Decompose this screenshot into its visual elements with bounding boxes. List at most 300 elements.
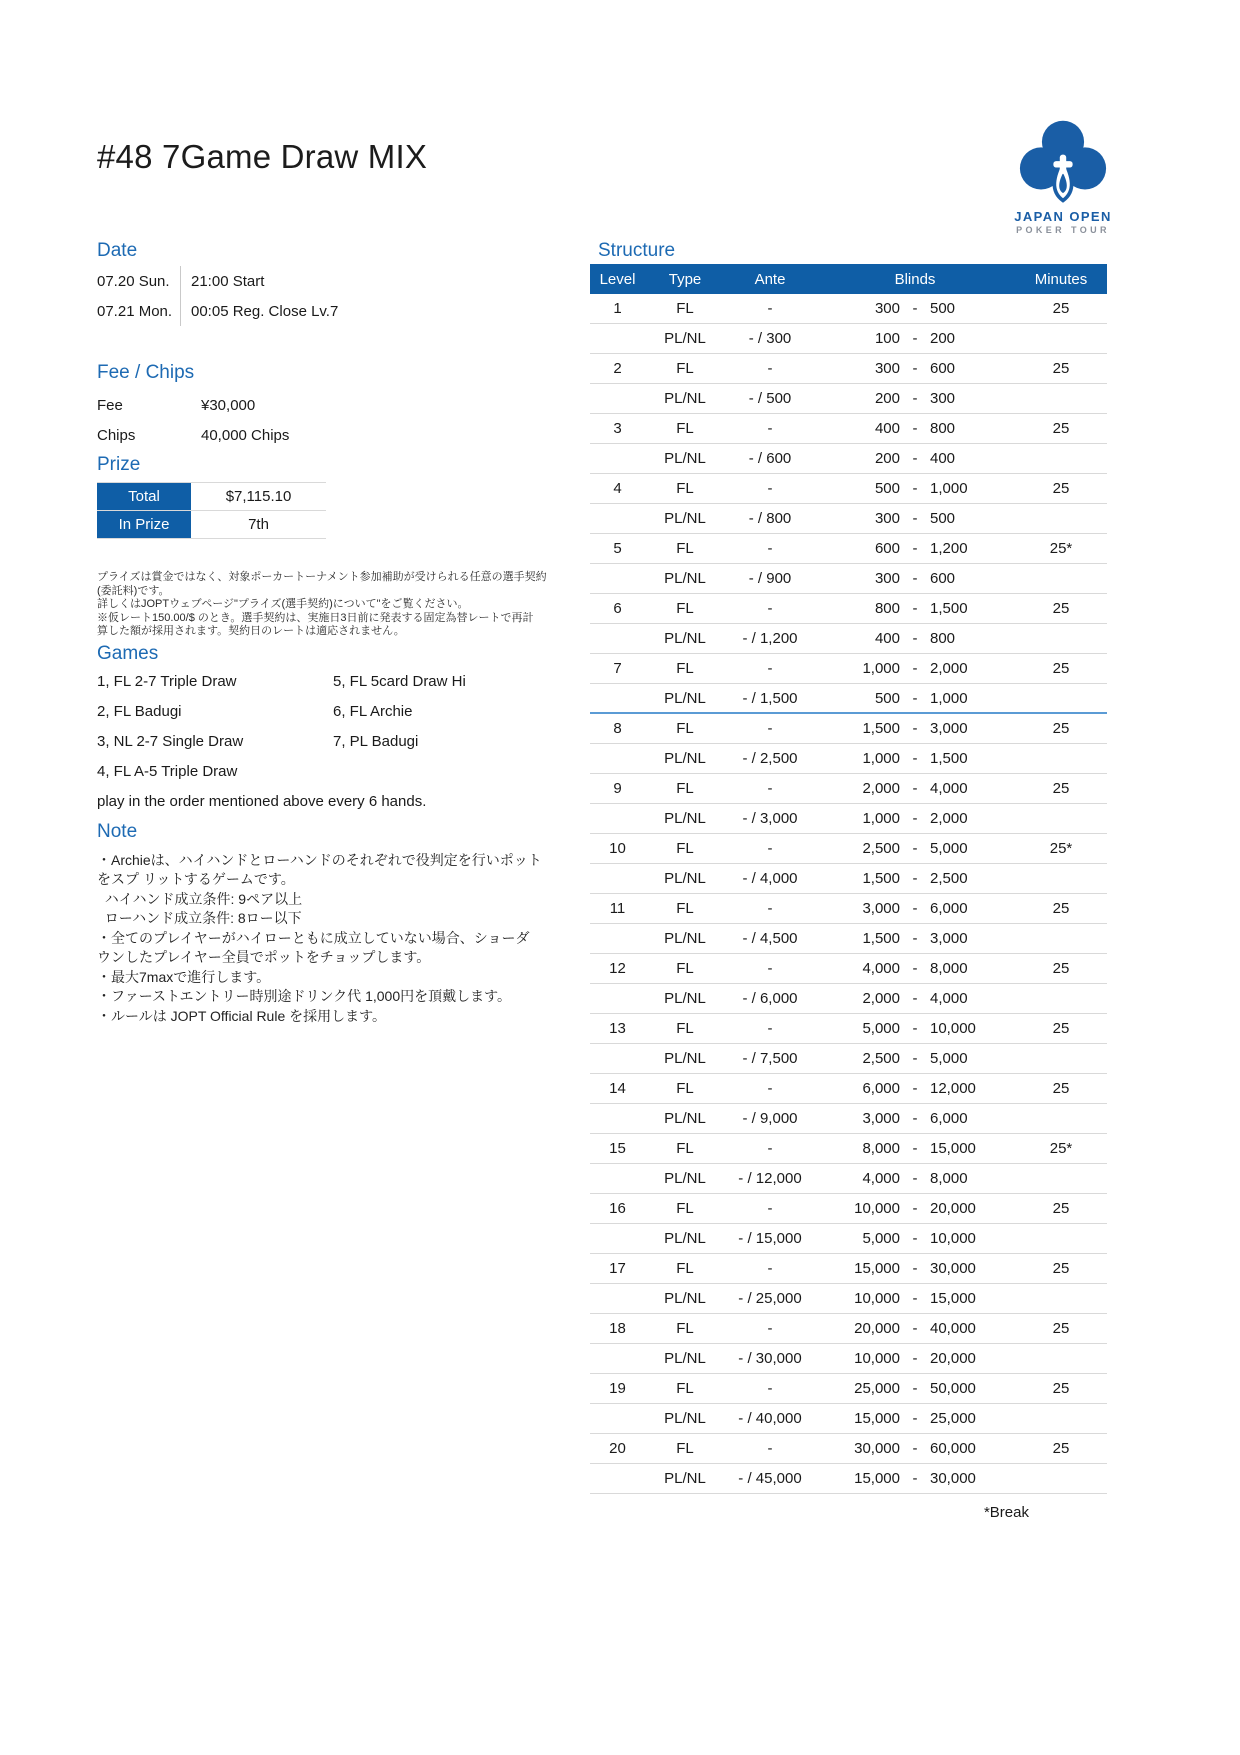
cell-ante: - (767, 840, 773, 857)
cell-blinds (815, 804, 1015, 833)
fee-chips-heading: Fee / Chips (97, 362, 195, 383)
cell-level: 10 (609, 840, 626, 857)
cell-ante: - (767, 1320, 773, 1337)
blinds-big: 800 (930, 420, 956, 437)
cell-blinds (815, 774, 1015, 803)
cell-type: PL/NL (664, 990, 706, 1007)
cell-ante: - / 9,000 (742, 1110, 798, 1127)
blinds-small: 500 (874, 480, 900, 497)
structure-row-fl (590, 534, 1107, 564)
blinds-big: 15,000 (930, 1290, 976, 1307)
blinds-separator: - (912, 1410, 918, 1427)
cell-type: FL (676, 960, 694, 977)
cell-minutes: 25 (1052, 1320, 1070, 1337)
blinds-separator: - (912, 750, 918, 767)
blinds-small: 300 (874, 570, 900, 587)
cell-level (590, 744, 645, 773)
blinds-separator: - (912, 630, 918, 647)
cell-type: PL/NL (664, 930, 706, 947)
blinds-big: 2,500 (930, 870, 968, 887)
cell-minutes (1015, 504, 1107, 533)
structure-section (590, 236, 1107, 1521)
games-list (97, 667, 549, 787)
cell-blinds (815, 714, 1015, 743)
cell-minutes: 25* (1049, 840, 1073, 857)
cell-blinds (815, 414, 1015, 443)
cell-minutes (1015, 1404, 1107, 1433)
blinds-small: 300 (874, 300, 900, 317)
column-header-minutes: Minutes (1034, 270, 1088, 288)
blinds-separator: - (912, 810, 918, 827)
games-row (97, 757, 549, 787)
cell-type: PL/NL (664, 689, 706, 707)
left-column (97, 236, 549, 1026)
blinds-separator: - (912, 1080, 918, 1097)
note-line: ウンしたプレイヤー全員でポットをチョップします。 (97, 949, 431, 965)
date-description: 00:05 Reg. Close Lv.7 (191, 302, 339, 320)
blinds-separator: - (912, 390, 918, 407)
blinds-small: 4,000 (862, 1170, 900, 1187)
blinds-big: 800 (930, 630, 956, 647)
blinds-separator: - (912, 480, 918, 497)
cell-ante: - (767, 900, 773, 917)
column-header-blinds: Blinds (894, 270, 936, 288)
cell-blinds (815, 954, 1015, 983)
cell-blinds (815, 684, 1015, 712)
note-line: ・Archieは、ハイハンドとローハンドのそれぞれで役判定を行いポット (97, 851, 542, 868)
cell-level: 16 (609, 1200, 626, 1217)
structure-row-plnl (590, 924, 1107, 954)
cell-blinds (815, 834, 1015, 863)
column-header-level: Level (599, 270, 636, 288)
cell-ante: - (767, 960, 773, 977)
blinds-small: 15,000 (854, 1260, 900, 1277)
blinds-separator: - (912, 660, 918, 677)
cell-minutes (1015, 864, 1107, 893)
cell-level (590, 1224, 645, 1253)
cell-level: 14 (609, 1080, 626, 1097)
cell-minutes: 25 (1052, 1200, 1070, 1217)
cell-level: 19 (609, 1380, 626, 1397)
cell-minutes: 25 (1052, 600, 1070, 617)
cell-blinds (815, 594, 1015, 623)
fine-print-line: プライズは賞金ではなく、対象ポーカートーナメント参加補助が受けられる任意の選手契約 (97, 571, 547, 583)
column-header-ante: Ante (754, 270, 786, 288)
cell-blinds (815, 744, 1015, 773)
blinds-big: 1,000 (930, 689, 968, 707)
structure-row-fl (590, 654, 1107, 684)
cell-type: FL (676, 1020, 694, 1037)
cell-ante: - / 6,000 (742, 990, 798, 1007)
club-icon (1017, 118, 1109, 206)
structure-row-plnl (590, 1104, 1107, 1134)
cell-type: PL/NL (664, 1170, 706, 1187)
cell-blinds (815, 444, 1015, 473)
blinds-big: 500 (930, 510, 956, 527)
cell-minutes: 25* (1049, 1140, 1073, 1157)
blinds-big: 1,500 (930, 600, 968, 617)
fee-chips-row (97, 420, 549, 450)
cell-ante: - / 300 (748, 330, 792, 347)
cell-blinds (815, 1164, 1015, 1193)
cell-blinds (815, 1374, 1015, 1403)
blinds-separator: - (912, 1380, 918, 1397)
blinds-separator: - (912, 450, 918, 467)
blinds-small: 3,000 (862, 900, 900, 917)
fine-print-line: ※仮レート150.00/$ のとき。選手契約は、実施日3日前に発表する固定為替レートで再計 (97, 611, 534, 624)
cell-type: FL (676, 360, 694, 377)
cell-blinds (815, 1314, 1015, 1343)
cell-type: FL (676, 720, 694, 737)
cell-type: PL/NL (664, 630, 706, 647)
cell-minutes (1015, 624, 1107, 653)
cell-minutes: 25 (1052, 780, 1070, 797)
cell-level (590, 564, 645, 593)
blinds-big: 600 (930, 570, 956, 587)
game-item: 1, FL 2-7 Triple Draw (97, 673, 237, 690)
cell-blinds (815, 1464, 1015, 1493)
cell-ante: - / 800 (748, 510, 792, 527)
blinds-separator: - (912, 1200, 918, 1217)
cell-level (590, 684, 645, 712)
blinds-small: 400 (874, 630, 900, 647)
cell-ante: - / 25,000 (738, 1290, 802, 1307)
blinds-big: 2,000 (930, 660, 968, 677)
cell-minutes (1015, 1464, 1107, 1493)
cell-level: 1 (613, 300, 622, 317)
blinds-separator: - (912, 1170, 918, 1187)
date-value: 07.21 Mon. (97, 296, 181, 326)
note-line: ハイハンド成立条件: 9ペア以上 (97, 890, 303, 907)
cell-blinds (815, 924, 1015, 953)
cell-ante: - / 15,000 (738, 1230, 802, 1247)
cell-type: PL/NL (664, 1110, 706, 1127)
blinds-small: 100 (874, 330, 900, 347)
cell-ante: - / 600 (748, 450, 792, 467)
cell-blinds (815, 1434, 1015, 1463)
structure-row-plnl (590, 1344, 1107, 1374)
blinds-separator: - (912, 510, 918, 527)
structure-row-plnl (590, 1224, 1107, 1254)
structure-row-fl (590, 474, 1107, 504)
note-line: ・ファーストエントリー時別途ドリンク代 1,000円を頂戴します。 (97, 988, 511, 1004)
blinds-big: 10,000 (930, 1020, 976, 1037)
blinds-big: 5,000 (930, 1050, 968, 1067)
cell-minutes (1015, 984, 1107, 1013)
cell-level: 6 (613, 600, 622, 617)
cell-ante: - (767, 540, 773, 557)
note-line: ・全てのプレイヤーがハイローともに成立していない場合、ショーダ (97, 929, 530, 946)
cell-ante: - / 30,000 (738, 1350, 802, 1367)
cell-level: 5 (613, 540, 622, 557)
blinds-separator: - (912, 930, 918, 947)
blinds-small: 15,000 (854, 1410, 900, 1427)
cell-level (590, 1284, 645, 1313)
cell-ante: - (767, 1020, 773, 1037)
structure-row-fl (590, 1134, 1107, 1164)
blinds-separator: - (912, 1140, 918, 1157)
cell-blinds (815, 324, 1015, 353)
cell-ante: - / 900 (748, 570, 792, 587)
cell-minutes (1015, 1224, 1107, 1253)
cell-blinds (815, 624, 1015, 653)
cell-ante: - / 12,000 (738, 1170, 802, 1187)
fee-chips-row (97, 390, 549, 420)
cell-minutes: 25 (1052, 900, 1070, 917)
cell-level (590, 624, 645, 653)
fine-print-line: 算した額が採用されます。契約日のレートは適応されません。 (97, 625, 405, 637)
blinds-separator: - (912, 900, 918, 917)
cell-blinds (815, 1284, 1015, 1313)
cell-minutes (1015, 684, 1107, 712)
blinds-separator: - (912, 960, 918, 977)
structure-row-fl (590, 1074, 1107, 1104)
structure-row-fl (590, 354, 1107, 384)
structure-row-plnl (590, 1404, 1107, 1434)
cell-minutes (1015, 384, 1107, 413)
blinds-small: 600 (874, 540, 900, 557)
blinds-big: 200 (930, 330, 956, 347)
structure-row-fl (590, 834, 1107, 864)
cell-type: FL (676, 900, 694, 917)
blinds-separator: - (912, 689, 918, 707)
games-row (97, 667, 549, 697)
cell-minutes: 25* (1049, 540, 1073, 557)
cell-minutes: 25 (1052, 1380, 1070, 1397)
cell-blinds (815, 1134, 1015, 1163)
cell-type: PL/NL (664, 570, 706, 587)
cell-level (590, 864, 645, 893)
cell-level (590, 804, 645, 833)
cell-ante: - (767, 360, 773, 377)
games-order-note: play in the order mentioned above every 6 hands. (97, 793, 427, 810)
blinds-small: 200 (874, 390, 900, 407)
blinds-big: 8,000 (930, 1170, 968, 1187)
cell-blinds (815, 294, 1015, 323)
blinds-separator: - (912, 780, 918, 797)
note-line: をスプ リットするゲームです。 (97, 871, 295, 887)
fee-chips-label: Chips (97, 426, 136, 444)
blinds-separator: - (912, 1440, 918, 1457)
blinds-big: 20,000 (930, 1350, 976, 1367)
games-row (97, 727, 549, 757)
blinds-big: 30,000 (930, 1470, 976, 1487)
cell-blinds (815, 984, 1015, 1013)
blinds-big: 1,000 (930, 480, 968, 497)
cell-type: FL (676, 1380, 694, 1397)
logo-text-poker-tour: POKER TOUR (1016, 225, 1110, 235)
cell-ante: - (767, 1260, 773, 1277)
prize-heading: Prize (97, 454, 141, 475)
blinds-big: 400 (930, 450, 956, 467)
cell-type: PL/NL (664, 1230, 706, 1247)
cell-level: 18 (609, 1320, 626, 1337)
structure-row-plnl (590, 804, 1107, 834)
blinds-big: 600 (930, 360, 956, 377)
blinds-big: 5,000 (930, 840, 968, 857)
structure-row-fl (590, 1374, 1107, 1404)
blinds-small: 1,500 (862, 870, 900, 887)
cell-minutes: 25 (1052, 360, 1070, 377)
cell-ante: - / 45,000 (738, 1470, 802, 1487)
blinds-separator: - (912, 1320, 918, 1337)
cell-minutes: 25 (1052, 420, 1070, 437)
note-lines (97, 851, 549, 1027)
cell-minutes: 25 (1052, 480, 1070, 497)
date-heading: Date (97, 240, 138, 261)
cell-blinds (815, 534, 1015, 563)
cell-level: 3 (613, 420, 622, 437)
blinds-small: 10,000 (854, 1290, 900, 1307)
blinds-small: 1,500 (862, 930, 900, 947)
structure-row-fl (590, 1314, 1107, 1344)
cell-type: PL/NL (664, 330, 706, 347)
cell-type: PL/NL (664, 510, 706, 527)
blinds-separator: - (912, 1050, 918, 1067)
note-line: ローハンド成立条件: 8ロー以下 (97, 910, 302, 926)
blinds-separator: - (912, 1290, 918, 1307)
game-item: 3, NL 2-7 Single Draw (97, 733, 244, 750)
cell-minutes (1015, 1044, 1107, 1073)
cell-minutes (1015, 1344, 1107, 1373)
date-row (97, 296, 549, 326)
cell-ante: - (767, 720, 773, 737)
blinds-small: 15,000 (854, 1470, 900, 1487)
blinds-big: 4,000 (930, 780, 968, 797)
blinds-big: 1,200 (930, 540, 968, 557)
structure-heading: Structure (598, 240, 676, 261)
cell-type: PL/NL (664, 450, 706, 467)
blinds-big: 50,000 (930, 1380, 976, 1397)
game-item: 6, FL Archie (333, 703, 413, 720)
blinds-small: 3,000 (862, 1110, 900, 1127)
blinds-small: 2,000 (862, 990, 900, 1007)
cell-ante: - (767, 600, 773, 617)
game-item: 4, FL A-5 Triple Draw (97, 763, 238, 780)
cell-type: FL (676, 780, 694, 797)
blinds-big: 3,000 (930, 930, 968, 947)
blinds-small: 1,000 (862, 750, 900, 767)
cell-level (590, 444, 645, 473)
note-heading: Note (97, 820, 138, 842)
cell-blinds (815, 894, 1015, 923)
blinds-big: 2,000 (930, 810, 968, 827)
blinds-separator: - (912, 540, 918, 557)
cell-blinds (815, 1254, 1015, 1283)
blinds-big: 25,000 (930, 1410, 976, 1427)
cell-blinds (815, 504, 1015, 533)
cell-ante: - / 1,500 (742, 689, 798, 707)
cell-type: PL/NL (664, 1050, 706, 1067)
cell-blinds (815, 1014, 1015, 1043)
structure-row-plnl (590, 624, 1107, 654)
cell-type: PL/NL (664, 750, 706, 767)
cell-ante: - (767, 420, 773, 437)
structure-row-fl (590, 714, 1107, 744)
cell-level (590, 1164, 645, 1193)
cell-level (590, 1044, 645, 1073)
structure-row-plnl (590, 864, 1107, 894)
logo-text-japan-open: JAPAN OPEN (1014, 209, 1112, 224)
games-heading: Games (97, 642, 159, 664)
cell-level: 7 (613, 660, 622, 677)
cell-blinds (815, 474, 1015, 503)
cell-blinds (815, 1194, 1015, 1223)
cell-blinds (815, 654, 1015, 683)
prize-row (97, 483, 326, 511)
structure-row-plnl (590, 684, 1107, 714)
cell-minutes: 25 (1052, 300, 1070, 317)
cell-type: FL (676, 480, 694, 497)
blinds-separator: - (912, 1350, 918, 1367)
note-line: ・最大7maxで進行します。 (97, 968, 271, 985)
blinds-big: 1,500 (930, 750, 968, 767)
cell-blinds (815, 1074, 1015, 1103)
cell-level: 20 (609, 1440, 626, 1457)
cell-ante: - / 7,500 (742, 1050, 798, 1067)
blinds-big: 20,000 (930, 1200, 976, 1217)
cell-blinds (815, 864, 1015, 893)
cell-blinds (815, 1224, 1015, 1253)
cell-type: FL (676, 1320, 694, 1337)
blinds-big: 500 (930, 300, 956, 317)
blinds-small: 2,500 (862, 840, 900, 857)
game-item: 5, FL 5card Draw Hi (333, 673, 466, 690)
cell-level (590, 924, 645, 953)
structure-row-plnl (590, 1464, 1107, 1494)
cell-ante: - (767, 300, 773, 317)
blinds-small: 2,500 (862, 1050, 900, 1067)
blinds-separator: - (912, 840, 918, 857)
cell-level (590, 1344, 645, 1373)
cell-ante: - / 4,000 (742, 870, 798, 887)
blinds-small: 1,000 (862, 660, 900, 677)
structure-row-plnl (590, 444, 1107, 474)
structure-row-fl (590, 1194, 1107, 1224)
cell-ante: - (767, 1200, 773, 1217)
structure-row-fl (590, 294, 1107, 324)
blinds-small: 25,000 (854, 1380, 900, 1397)
cell-level: 8 (613, 720, 622, 737)
cell-minutes (1015, 924, 1107, 953)
blinds-small: 200 (874, 450, 900, 467)
cell-ante: - / 2,500 (742, 750, 798, 767)
structure-row-fl (590, 1254, 1107, 1284)
structure-row-fl (590, 1434, 1107, 1464)
structure-row-plnl (590, 1284, 1107, 1314)
cell-type: FL (676, 300, 694, 317)
blinds-small: 10,000 (854, 1200, 900, 1217)
cell-level: 4 (613, 480, 622, 497)
prize-row (97, 511, 326, 539)
cell-level (590, 1404, 645, 1433)
cell-minutes: 25 (1052, 1020, 1070, 1037)
cell-type: FL (676, 600, 694, 617)
cell-type: FL (676, 420, 694, 437)
cell-blinds (815, 384, 1015, 413)
blinds-big: 3,000 (930, 720, 968, 737)
blinds-small: 300 (874, 510, 900, 527)
prize-table (97, 482, 326, 539)
cell-ante: - / 4,500 (742, 930, 798, 947)
fine-print-line: 詳しくはJOPTウェブページ"プライズ(選手契約)について"をご覧ください。 (97, 598, 469, 610)
cell-type: PL/NL (664, 810, 706, 827)
cell-minutes: 25 (1052, 1260, 1070, 1277)
games-row (97, 697, 549, 727)
blinds-small: 10,000 (854, 1350, 900, 1367)
blinds-separator: - (912, 870, 918, 887)
prize-label: In Prize (97, 511, 191, 538)
